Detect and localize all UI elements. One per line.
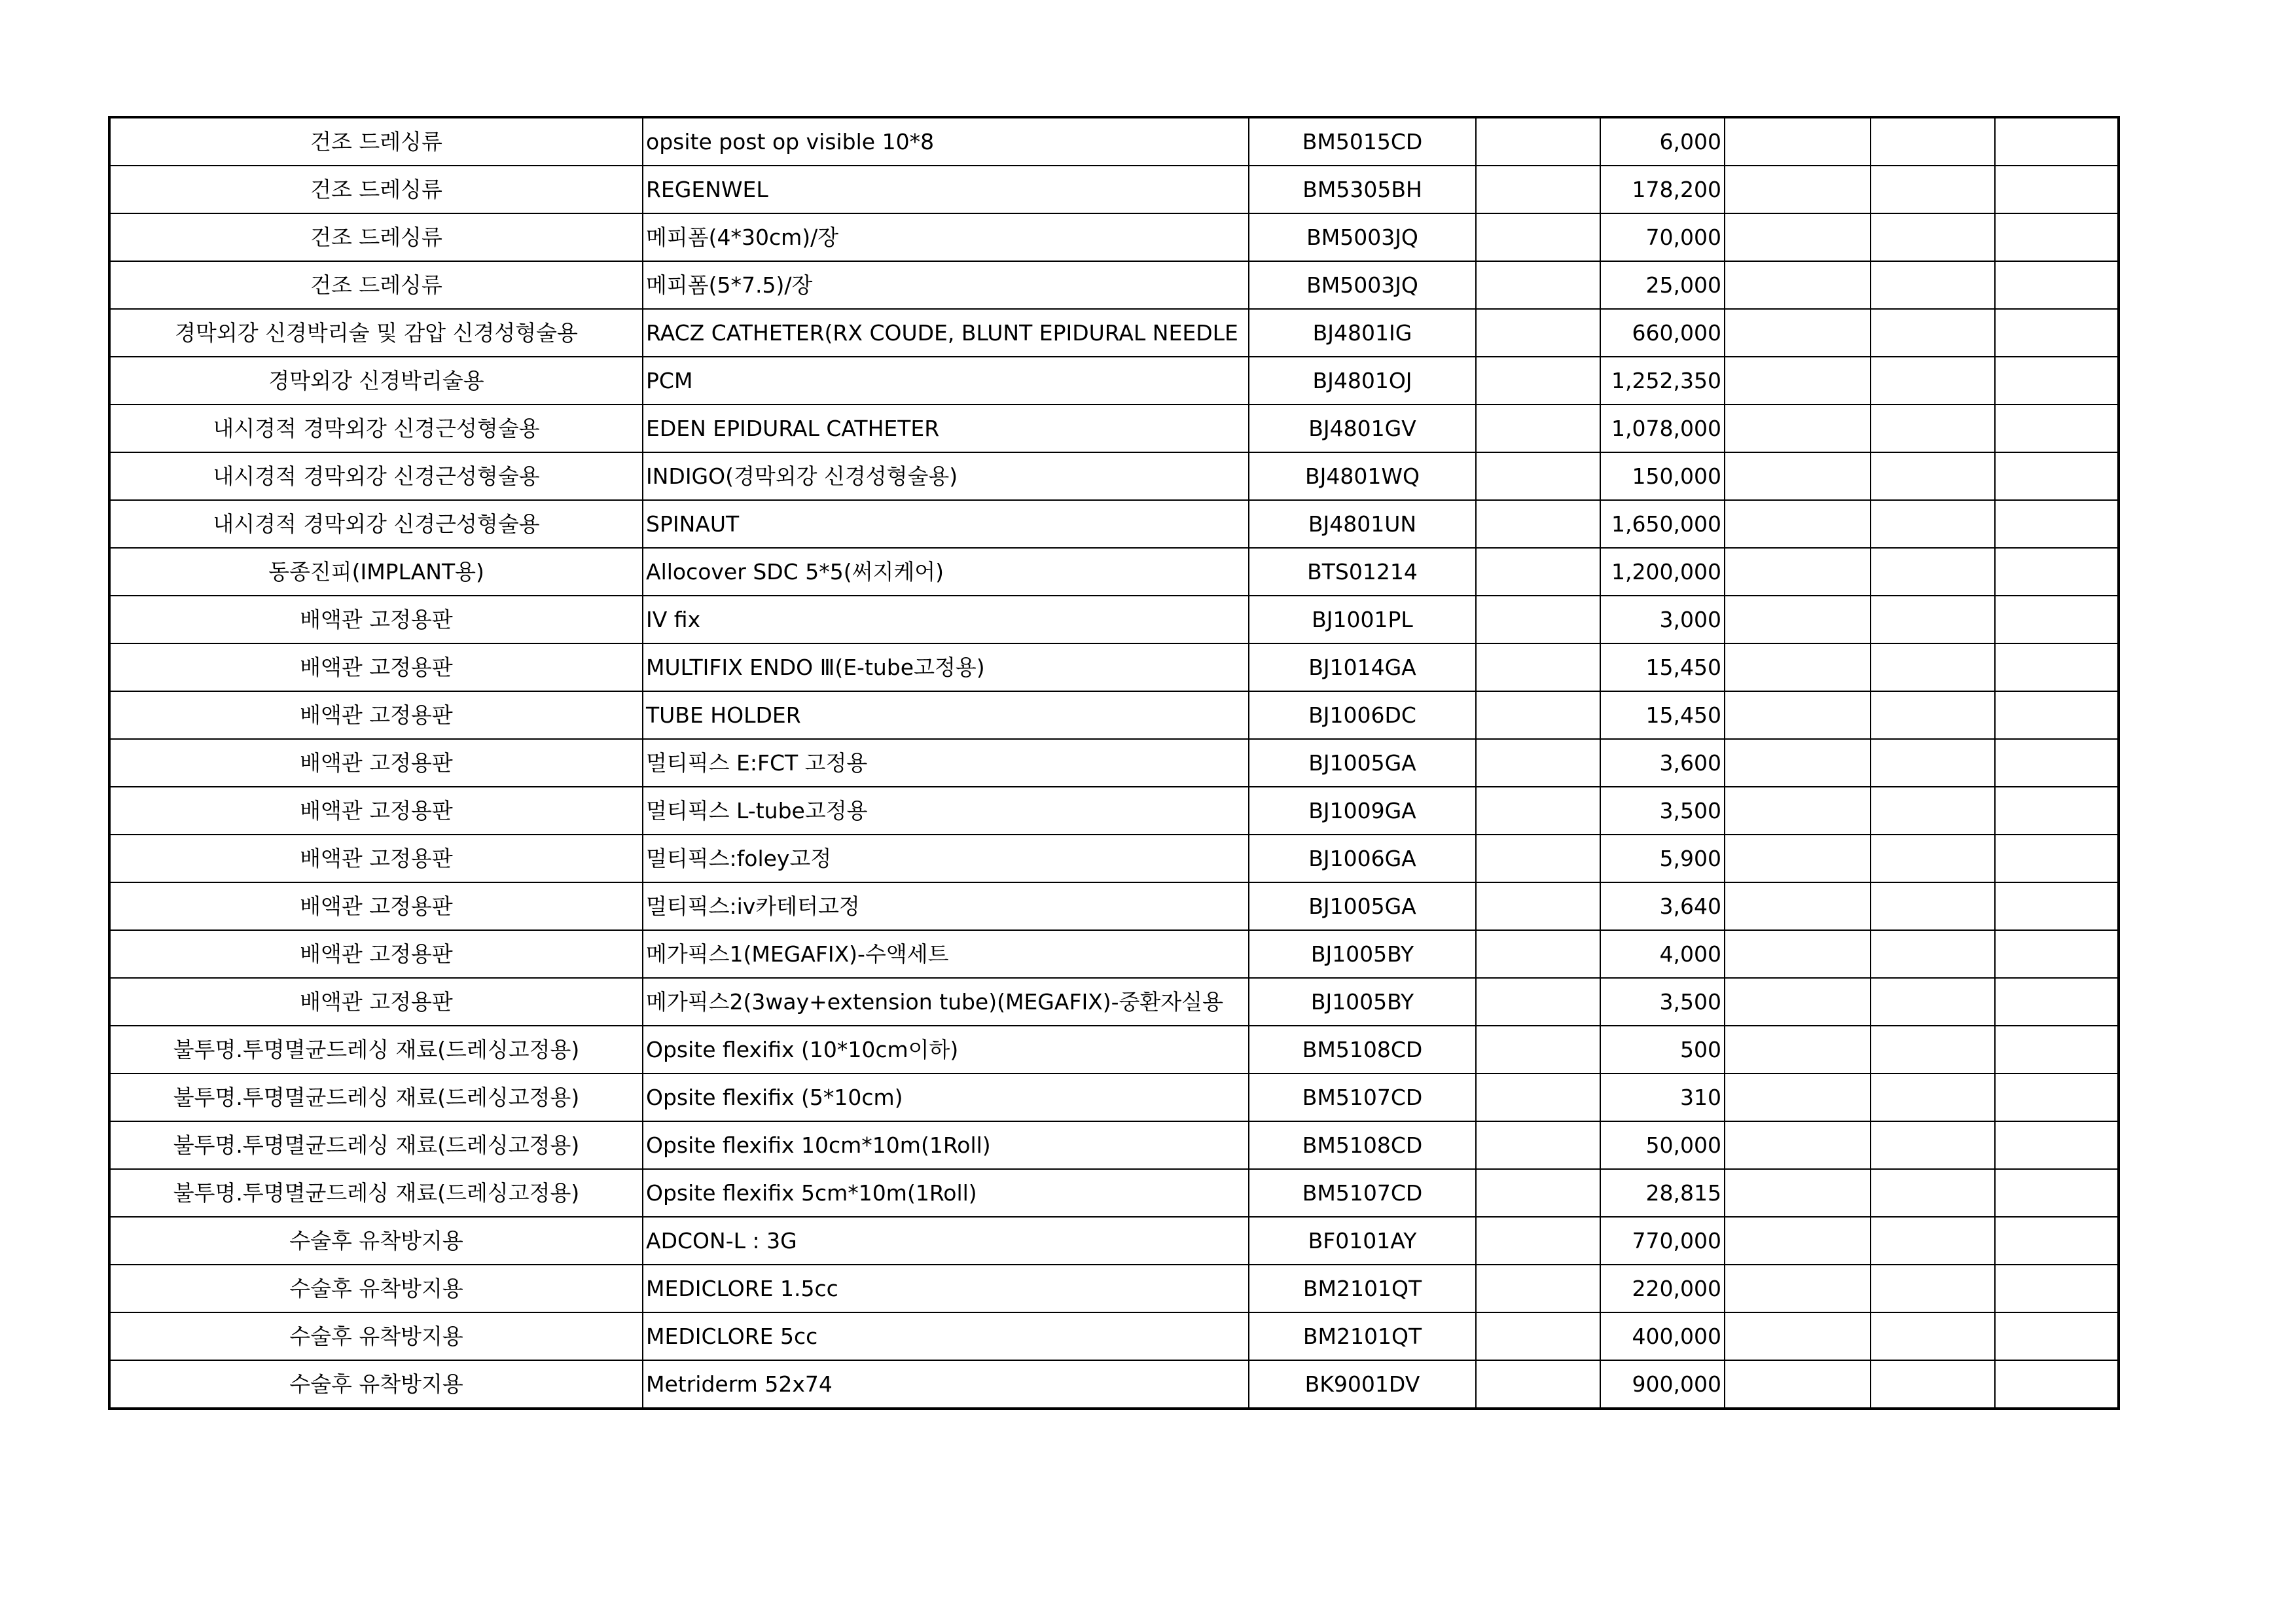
table-row	[109, 357, 2119, 405]
empty-cell[interactable]	[1476, 452, 1600, 500]
product-code-cell[interactable]: BJ1005GA	[1249, 739, 1476, 787]
empty-cell[interactable]	[1725, 1169, 1871, 1217]
empty-cell[interactable]	[1995, 1121, 2119, 1169]
product-name-cell[interactable]: Allocover SDC 5*5(써지케어)	[643, 548, 1249, 596]
empty-cell[interactable]	[1871, 835, 1995, 882]
category-cell[interactable]: 수술후 유착방지용	[109, 1360, 643, 1409]
category-cell[interactable]: 경막외강 신경박리술용	[109, 357, 643, 405]
empty-cell[interactable]	[1476, 357, 1600, 405]
empty-cell[interactable]	[1476, 691, 1600, 739]
empty-cell[interactable]	[1725, 1265, 1871, 1312]
product-name-cell[interactable]: SPINAUT	[643, 500, 1249, 548]
table-row	[109, 1074, 2119, 1121]
empty-cell[interactable]	[1476, 405, 1600, 452]
price-cell[interactable]: 3,600	[1600, 739, 1725, 787]
empty-cell[interactable]	[1725, 261, 1871, 309]
category-cell[interactable]: 불투명.투명멸균드레싱 재료(드레싱고정용)	[109, 1169, 643, 1217]
empty-cell[interactable]	[1995, 1074, 2119, 1121]
product-name-cell[interactable]: Opsite flexifix 5cm*10m(1Roll)	[643, 1169, 1249, 1217]
category-cell[interactable]: 배액관 고정용판	[109, 643, 643, 691]
category-cell[interactable]: 불투명.투명멸균드레싱 재료(드레싱고정용)	[109, 1026, 643, 1074]
table-row	[109, 213, 2119, 261]
product-name-cell[interactable]: opsite post op visible 10*8	[643, 117, 1249, 166]
empty-cell[interactable]	[1871, 1074, 1995, 1121]
empty-cell[interactable]	[1995, 1312, 2119, 1360]
empty-cell[interactable]	[1871, 1312, 1995, 1360]
empty-cell[interactable]	[1871, 978, 1995, 1026]
product-code-cell[interactable]: BK9001DV	[1249, 1360, 1476, 1409]
empty-cell[interactable]	[1725, 117, 1871, 166]
product-name-cell[interactable]: IV fix	[643, 596, 1249, 643]
product-name-cell[interactable]: 메가픽스2(3way+extension tube)(MEGAFIX)-중환자실용	[643, 978, 1249, 1026]
empty-cell[interactable]	[1995, 930, 2119, 978]
empty-cell[interactable]	[1476, 643, 1600, 691]
empty-cell[interactable]	[1995, 500, 2119, 548]
empty-cell[interactable]	[1995, 452, 2119, 500]
table-row	[109, 596, 2119, 643]
empty-cell[interactable]	[1476, 261, 1600, 309]
empty-cell[interactable]	[1995, 1360, 2119, 1409]
table-row	[109, 643, 2119, 691]
empty-cell[interactable]	[1725, 309, 1871, 357]
category-cell[interactable]: 내시경적 경막외강 신경근성형술용	[109, 500, 643, 548]
empty-cell[interactable]	[1871, 309, 1995, 357]
product-code-cell[interactable]: BJ1006GA	[1249, 835, 1476, 882]
empty-cell[interactable]	[1725, 835, 1871, 882]
empty-cell[interactable]	[1871, 261, 1995, 309]
price-cell[interactable]: 500	[1600, 1026, 1725, 1074]
empty-cell[interactable]	[1995, 787, 2119, 835]
product-code-cell[interactable]: BM2101QT	[1249, 1265, 1476, 1312]
empty-cell[interactable]	[1995, 213, 2119, 261]
table-row	[109, 500, 2119, 548]
table-row	[109, 978, 2119, 1026]
spreadsheet-page	[108, 116, 2117, 1410]
price-cell[interactable]: 900,000	[1600, 1360, 1725, 1409]
empty-cell[interactable]	[1725, 500, 1871, 548]
table-row	[109, 691, 2119, 739]
empty-cell[interactable]	[1871, 117, 1995, 166]
empty-cell[interactable]	[1871, 596, 1995, 643]
empty-cell[interactable]	[1871, 1217, 1995, 1265]
empty-cell[interactable]	[1476, 500, 1600, 548]
category-cell[interactable]: 수술후 유착방지용	[109, 1217, 643, 1265]
empty-cell[interactable]	[1476, 596, 1600, 643]
empty-cell[interactable]	[1476, 1265, 1600, 1312]
empty-cell[interactable]	[1995, 261, 2119, 309]
empty-cell[interactable]	[1476, 930, 1600, 978]
empty-cell[interactable]	[1725, 882, 1871, 930]
price-cell[interactable]: 28,815	[1600, 1169, 1725, 1217]
empty-cell[interactable]	[1725, 739, 1871, 787]
product-name-cell[interactable]: Opsite flexifix (10*10cm이하)	[643, 1026, 1249, 1074]
category-cell[interactable]: 배액관 고정용판	[109, 596, 643, 643]
empty-cell[interactable]	[1725, 405, 1871, 452]
table-row	[109, 452, 2119, 500]
empty-cell[interactable]	[1476, 117, 1600, 166]
empty-cell[interactable]	[1725, 213, 1871, 261]
empty-cell[interactable]	[1995, 978, 2119, 1026]
category-cell[interactable]: 배액관 고정용판	[109, 978, 643, 1026]
empty-cell[interactable]	[1476, 166, 1600, 213]
empty-cell[interactable]	[1476, 978, 1600, 1026]
empty-cell[interactable]	[1871, 930, 1995, 978]
empty-cell[interactable]	[1725, 166, 1871, 213]
empty-cell[interactable]	[1995, 405, 2119, 452]
empty-cell[interactable]	[1725, 930, 1871, 978]
category-cell[interactable]: 수술후 유착방지용	[109, 1312, 643, 1360]
product-name-cell[interactable]: 메피폼(5*7.5)/장	[643, 261, 1249, 309]
product-code-cell[interactable]: BJ4801WQ	[1249, 452, 1476, 500]
price-cell[interactable]: 4,000	[1600, 930, 1725, 978]
empty-cell[interactable]	[1871, 405, 1995, 452]
price-cell[interactable]: 50,000	[1600, 1121, 1725, 1169]
category-cell[interactable]: 불투명.투명멸균드레싱 재료(드레싱고정용)	[109, 1121, 643, 1169]
empty-cell[interactable]	[1725, 452, 1871, 500]
empty-cell[interactable]	[1725, 1217, 1871, 1265]
empty-cell[interactable]	[1995, 739, 2119, 787]
empty-cell[interactable]	[1871, 739, 1995, 787]
product-code-cell[interactable]: BJ1005BY	[1249, 978, 1476, 1026]
empty-cell[interactable]	[1871, 548, 1995, 596]
table-row	[109, 548, 2119, 596]
price-cell[interactable]: 1,078,000	[1600, 405, 1725, 452]
empty-cell[interactable]	[1476, 1121, 1600, 1169]
empty-cell[interactable]	[1476, 787, 1600, 835]
price-cell[interactable]: 660,000	[1600, 309, 1725, 357]
empty-cell[interactable]	[1725, 1121, 1871, 1169]
product-code-cell[interactable]: BM5107CD	[1249, 1074, 1476, 1121]
category-cell[interactable]: 경막외강 신경박리술 및 감압 신경성형술용	[109, 309, 643, 357]
product-name-cell[interactable]: PCM	[643, 357, 1249, 405]
category-cell[interactable]: 배액관 고정용판	[109, 787, 643, 835]
empty-cell[interactable]	[1871, 882, 1995, 930]
table-row	[109, 405, 2119, 452]
empty-cell[interactable]	[1995, 835, 2119, 882]
empty-cell[interactable]	[1476, 835, 1600, 882]
empty-cell[interactable]	[1995, 117, 2119, 166]
table-row	[109, 835, 2119, 882]
product-name-cell[interactable]: Opsite flexifix (5*10cm)	[643, 1074, 1249, 1121]
empty-cell[interactable]	[1476, 739, 1600, 787]
price-cell[interactable]: 6,000	[1600, 117, 1725, 166]
empty-cell[interactable]	[1725, 787, 1871, 835]
empty-cell[interactable]	[1476, 213, 1600, 261]
table-row	[109, 1169, 2119, 1217]
product-name-cell[interactable]: 멀티픽스:iv카테터고정	[643, 882, 1249, 930]
empty-cell[interactable]	[1871, 691, 1995, 739]
empty-cell[interactable]	[1995, 643, 2119, 691]
product-name-cell[interactable]: TUBE HOLDER	[643, 691, 1249, 739]
product-name-cell[interactable]: MEDICLORE 1.5cc	[643, 1265, 1249, 1312]
category-cell[interactable]: 배액관 고정용판	[109, 930, 643, 978]
empty-cell[interactable]	[1476, 882, 1600, 930]
category-cell[interactable]: 배액관 고정용판	[109, 739, 643, 787]
category-cell[interactable]: 배액관 고정용판	[109, 691, 643, 739]
table-row	[109, 882, 2119, 930]
empty-cell[interactable]	[1476, 548, 1600, 596]
table-row	[109, 1026, 2119, 1074]
price-table	[108, 116, 2120, 1410]
price-cell[interactable]: 3,500	[1600, 978, 1725, 1026]
product-code-cell[interactable]: BJ1005GA	[1249, 882, 1476, 930]
price-cell[interactable]: 1,252,350	[1600, 357, 1725, 405]
product-name-cell[interactable]: ADCON-L : 3G	[643, 1217, 1249, 1265]
empty-cell[interactable]	[1995, 882, 2119, 930]
product-code-cell[interactable]: BJ1014GA	[1249, 643, 1476, 691]
table-row	[109, 1312, 2119, 1360]
empty-cell[interactable]	[1871, 213, 1995, 261]
category-cell[interactable]: 수술후 유착방지용	[109, 1265, 643, 1312]
product-code-cell[interactable]: BM5108CD	[1249, 1026, 1476, 1074]
product-code-cell[interactable]: BJ1005BY	[1249, 930, 1476, 978]
empty-cell[interactable]	[1725, 978, 1871, 1026]
empty-cell[interactable]	[1995, 357, 2119, 405]
product-name-cell[interactable]: Metriderm 52x74	[643, 1360, 1249, 1409]
empty-cell[interactable]	[1871, 357, 1995, 405]
product-code-cell[interactable]: BM2101QT	[1249, 1312, 1476, 1360]
price-cell[interactable]: 3,640	[1600, 882, 1725, 930]
category-cell[interactable]: 내시경적 경막외강 신경근성형술용	[109, 452, 643, 500]
category-cell[interactable]: 배액관 고정용판	[109, 835, 643, 882]
product-code-cell[interactable]: BM5108CD	[1249, 1121, 1476, 1169]
price-cell[interactable]: 5,900	[1600, 835, 1725, 882]
empty-cell[interactable]	[1476, 1169, 1600, 1217]
table-row	[109, 930, 2119, 978]
product-name-cell[interactable]: 멀티픽스 L-tube고정용	[643, 787, 1249, 835]
empty-cell[interactable]	[1725, 1312, 1871, 1360]
price-cell[interactable]: 1,200,000	[1600, 548, 1725, 596]
price-cell[interactable]: 25,000	[1600, 261, 1725, 309]
product-name-cell[interactable]: Opsite flexifix 10cm*10m(1Roll)	[643, 1121, 1249, 1169]
category-cell[interactable]: 동종진피(IMPLANT용)	[109, 548, 643, 596]
category-cell[interactable]: 건조 드레싱류	[109, 117, 643, 166]
product-code-cell[interactable]: BM5015CD	[1249, 117, 1476, 166]
table-row	[109, 1360, 2119, 1409]
category-cell[interactable]: 불투명.투명멸균드레싱 재료(드레싱고정용)	[109, 1074, 643, 1121]
empty-cell[interactable]	[1871, 166, 1995, 213]
empty-cell[interactable]	[1871, 452, 1995, 500]
empty-cell[interactable]	[1725, 1026, 1871, 1074]
price-cell[interactable]: 15,450	[1600, 643, 1725, 691]
empty-cell[interactable]	[1871, 1026, 1995, 1074]
table-row	[109, 1217, 2119, 1265]
empty-cell[interactable]	[1725, 596, 1871, 643]
product-name-cell[interactable]: MULTIFIX ENDO Ⅲ(E-tube고정용)	[643, 643, 1249, 691]
product-name-cell[interactable]: INDIGO(경막외강 신경성형술용)	[643, 452, 1249, 500]
empty-cell[interactable]	[1995, 548, 2119, 596]
empty-cell[interactable]	[1871, 500, 1995, 548]
empty-cell[interactable]	[1995, 1265, 2119, 1312]
empty-cell[interactable]	[1995, 596, 2119, 643]
product-code-cell[interactable]: BJ1006DC	[1249, 691, 1476, 739]
price-cell[interactable]: 178,200	[1600, 166, 1725, 213]
empty-cell[interactable]	[1725, 548, 1871, 596]
price-cell[interactable]: 1,650,000	[1600, 500, 1725, 548]
price-cell[interactable]: 400,000	[1600, 1312, 1725, 1360]
price-cell[interactable]: 3,000	[1600, 596, 1725, 643]
product-name-cell[interactable]: 멀티픽스 E:FCT 고정용	[643, 739, 1249, 787]
product-code-cell[interactable]: BM5107CD	[1249, 1169, 1476, 1217]
category-cell[interactable]: 내시경적 경막외강 신경근성형술용	[109, 405, 643, 452]
empty-cell[interactable]	[1871, 1169, 1995, 1217]
product-code-cell[interactable]: BM5003JQ	[1249, 261, 1476, 309]
product-code-cell[interactable]: BTS01214	[1249, 548, 1476, 596]
table-row	[109, 1265, 2119, 1312]
product-name-cell[interactable]: 메가픽스1(MEGAFIX)-수액세트	[643, 930, 1249, 978]
price-cell[interactable]: 15,450	[1600, 691, 1725, 739]
price-cell[interactable]: 310	[1600, 1074, 1725, 1121]
price-cell[interactable]: 770,000	[1600, 1217, 1725, 1265]
product-code-cell[interactable]: BM5003JQ	[1249, 213, 1476, 261]
table-row	[109, 117, 2119, 166]
product-code-cell[interactable]: BF0101AY	[1249, 1217, 1476, 1265]
empty-cell[interactable]	[1476, 1312, 1600, 1360]
empty-cell[interactable]	[1725, 691, 1871, 739]
product-name-cell[interactable]: MEDICLORE 5cc	[643, 1312, 1249, 1360]
product-code-cell[interactable]: BJ1009GA	[1249, 787, 1476, 835]
empty-cell[interactable]	[1476, 1074, 1600, 1121]
table-row	[109, 787, 2119, 835]
category-cell[interactable]: 건조 드레싱류	[109, 261, 643, 309]
table-row	[109, 1121, 2119, 1169]
category-cell[interactable]: 건조 드레싱류	[109, 213, 643, 261]
product-code-cell[interactable]: BJ4801IG	[1249, 309, 1476, 357]
product-name-cell[interactable]: 멀티픽스:foley고정	[643, 835, 1249, 882]
product-name-cell[interactable]: REGENWEL	[643, 166, 1249, 213]
empty-cell[interactable]	[1871, 1360, 1995, 1409]
category-cell[interactable]: 배액관 고정용판	[109, 882, 643, 930]
empty-cell[interactable]	[1476, 1217, 1600, 1265]
empty-cell[interactable]	[1995, 1169, 2119, 1217]
empty-cell[interactable]	[1871, 1265, 1995, 1312]
empty-cell[interactable]	[1725, 643, 1871, 691]
price-cell[interactable]: 150,000	[1600, 452, 1725, 500]
product-code-cell[interactable]: BM5305BH	[1249, 166, 1476, 213]
empty-cell[interactable]	[1476, 1360, 1600, 1409]
empty-cell[interactable]	[1871, 787, 1995, 835]
price-cell[interactable]: 70,000	[1600, 213, 1725, 261]
table-body	[109, 117, 2119, 1409]
table-row	[109, 166, 2119, 213]
empty-cell[interactable]	[1995, 691, 2119, 739]
product-code-cell[interactable]: BJ4801GV	[1249, 405, 1476, 452]
empty-cell[interactable]	[1995, 1026, 2119, 1074]
product-code-cell[interactable]: BJ4801UN	[1249, 500, 1476, 548]
empty-cell[interactable]	[1995, 166, 2119, 213]
empty-cell[interactable]	[1725, 357, 1871, 405]
price-cell[interactable]: 220,000	[1600, 1265, 1725, 1312]
empty-cell[interactable]	[1725, 1360, 1871, 1409]
product-name-cell[interactable]: RACZ CATHETER(RX COUDE, BLUNT EPIDURAL NEEDLE	[643, 309, 1249, 357]
empty-cell[interactable]	[1995, 1217, 2119, 1265]
empty-cell[interactable]	[1871, 643, 1995, 691]
category-cell[interactable]: 건조 드레싱류	[109, 166, 643, 213]
product-code-cell[interactable]: BJ1001PL	[1249, 596, 1476, 643]
table-row	[109, 739, 2119, 787]
table-row	[109, 309, 2119, 357]
product-name-cell[interactable]: EDEN EPIDURAL CATHETER	[643, 405, 1249, 452]
product-code-cell[interactable]: BJ4801OJ	[1249, 357, 1476, 405]
empty-cell[interactable]	[1995, 309, 2119, 357]
product-name-cell[interactable]: 메피폼(4*30cm)/장	[643, 213, 1249, 261]
table-row	[109, 261, 2119, 309]
empty-cell[interactable]	[1725, 1074, 1871, 1121]
empty-cell[interactable]	[1871, 1121, 1995, 1169]
price-cell[interactable]: 3,500	[1600, 787, 1725, 835]
empty-cell[interactable]	[1476, 1026, 1600, 1074]
empty-cell[interactable]	[1476, 309, 1600, 357]
